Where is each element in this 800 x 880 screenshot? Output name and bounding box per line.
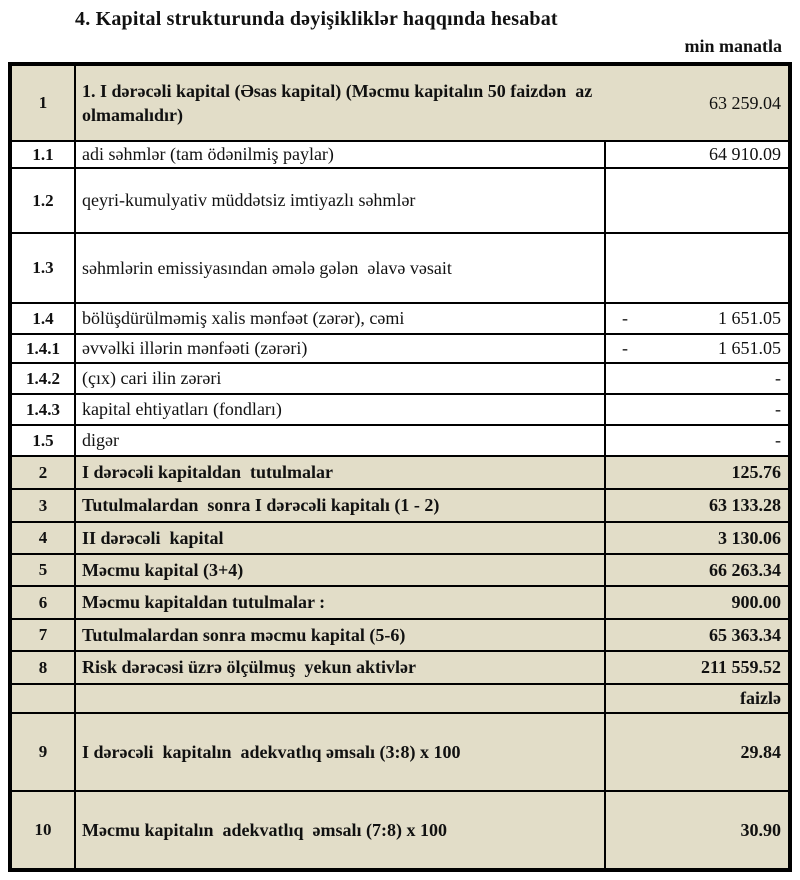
row-number-cell: 5 <box>12 555 76 585</box>
row-value-cell <box>606 714 788 790</box>
table-row <box>12 618 788 650</box>
table-row <box>12 790 788 868</box>
row-number-cell: 1.4.3 <box>12 395 76 424</box>
row-value-cell <box>606 490 788 521</box>
row-label-cell: qeyri-kumulyativ müddətsiz imtiyazlı səhmlər <box>76 169 606 232</box>
capital-structure-table <box>8 62 792 872</box>
row-value-cell <box>606 523 788 553</box>
row-value-cell <box>606 364 788 393</box>
row-number-cell <box>12 685 76 712</box>
row-value-cell <box>606 685 788 712</box>
value-number: 125.76 <box>731 462 781 482</box>
row-number-cell: 9 <box>12 714 76 790</box>
unit-note: min manatla <box>684 36 782 56</box>
row-label-cell: Tutulmalardan sonra I dərəcəli kapitalı (1 - 2) <box>76 490 606 521</box>
row-number-cell: 8 <box>12 652 76 683</box>
value-negative-dash: - <box>622 338 628 358</box>
value-negative-dash: - <box>622 308 628 328</box>
row-value-cell <box>606 792 788 868</box>
table-row <box>12 362 788 393</box>
row-value-cell <box>606 587 788 618</box>
value-number: 63 259.04 <box>709 92 781 113</box>
row-value-cell <box>606 555 788 585</box>
table-row <box>12 302 788 333</box>
row-number-cell: 1.3 <box>12 234 76 302</box>
table-row <box>12 232 788 302</box>
row-number-cell: 1.4 <box>12 304 76 333</box>
value-number: 3 130.06 <box>718 527 781 548</box>
row-label-cell: I dərəcəli kapitalın adekvatlıq əmsalı (3:8) x 100 <box>76 714 606 790</box>
value-number: 66 263.34 <box>709 559 781 580</box>
value-number: 29.84 <box>740 741 781 762</box>
table-row <box>12 553 788 585</box>
row-value-cell <box>606 335 788 362</box>
row-label-cell: Məcmu kapitalın adekvatlıq əmsalı (7:8) x 100 <box>76 792 606 868</box>
value-number: 64 910.09 <box>709 144 781 164</box>
row-number-cell: 1.4.2 <box>12 364 76 393</box>
value-number: faizlə <box>740 688 781 708</box>
table-row <box>12 683 788 712</box>
row-label-cell: I dərəcəli kapitaldan tutulmalar <box>76 457 606 488</box>
value-number: 211 559.52 <box>700 657 781 677</box>
page-title: 4. Kapital strukturunda dəyişikliklər haqqında hesabat <box>75 8 558 30</box>
value-number: - <box>775 399 781 419</box>
row-number-cell: 1.2 <box>12 169 76 232</box>
row-label-cell: II dərəcəli kapital <box>76 523 606 553</box>
row-value-cell <box>606 66 788 140</box>
value-number: 1 651.05 <box>718 338 781 358</box>
table-row <box>12 650 788 683</box>
value-number: 65 363.34 <box>709 624 781 645</box>
table-row <box>12 455 788 488</box>
value-number: 30.90 <box>740 819 781 840</box>
value-number: 900.00 <box>731 592 781 612</box>
table-row <box>12 712 788 790</box>
row-label-cell: bölüşdürülməmiş xalis mənfəət (zərər), cəmi <box>76 304 606 333</box>
value-number: - <box>775 368 781 388</box>
row-value-cell <box>606 142 788 167</box>
row-number-cell: 6 <box>12 587 76 618</box>
row-label-cell: Tutulmalardan sonra məcmu kapital (5-6) <box>76 620 606 650</box>
row-number-cell: 4 <box>12 523 76 553</box>
table-row <box>12 424 788 455</box>
row-value-cell <box>606 620 788 650</box>
row-label-cell: digər <box>76 426 606 455</box>
table-row <box>12 167 788 232</box>
value-number: 1 651.05 <box>718 308 781 328</box>
row-value-cell <box>606 395 788 424</box>
row-label-cell: adi səhmlər (tam ödənilmiş paylar) <box>76 142 606 167</box>
row-number-cell: 1.1 <box>12 142 76 167</box>
table-row <box>12 521 788 553</box>
table-row <box>12 488 788 521</box>
value-number: 63 133.28 <box>709 495 781 515</box>
row-number-cell: 1 <box>12 66 76 140</box>
row-value-cell <box>606 234 788 302</box>
row-label-cell: əvvəlki illərin mənfəəti (zərəri) <box>76 335 606 362</box>
row-number-cell: 7 <box>12 620 76 650</box>
row-number-cell: 10 <box>12 792 76 868</box>
table-row <box>12 393 788 424</box>
row-value-cell <box>606 304 788 333</box>
table-row <box>12 333 788 362</box>
value-number: - <box>775 430 781 450</box>
row-number-cell: 2 <box>12 457 76 488</box>
row-number-cell: 1.4.1 <box>12 335 76 362</box>
row-label-cell: Məcmu kapitaldan tutulmalar : <box>76 587 606 618</box>
row-value-cell <box>606 426 788 455</box>
table-row <box>12 140 788 167</box>
row-label-cell: 1. I dərəcəli kapital (Əsas kapital) (Məcmu kapitalın 50 faizdən az olmamalıdır) <box>82 80 597 125</box>
row-value-cell <box>606 652 788 683</box>
row-label-cell: (çıx) cari ilin zərəri <box>76 364 606 393</box>
row-number-cell: 1.5 <box>12 426 76 455</box>
table-row <box>12 585 788 618</box>
row-value-cell <box>606 169 788 232</box>
row-value-cell <box>606 457 788 488</box>
row-label-cell: Risk dərəcəsi üzrə ölçülmuş yekun aktivlər <box>76 652 606 683</box>
row-label-cell: kapital ehtiyatları (fondları) <box>76 395 606 424</box>
row-label-cell: səhmlərin emissiyasından əmələ gələn əlavə vəsait <box>76 234 606 302</box>
row-label-cell <box>76 685 606 712</box>
row-label-cell: Məcmu kapital (3+4) <box>76 555 606 585</box>
table-row <box>12 66 788 140</box>
row-number-cell: 3 <box>12 490 76 521</box>
